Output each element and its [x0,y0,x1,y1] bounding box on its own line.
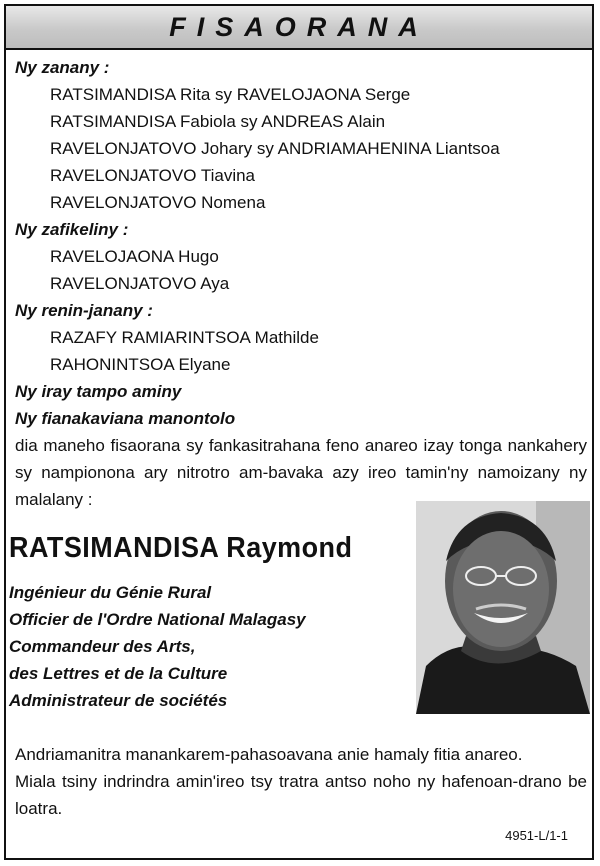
family-member: RAZAFY RAMIARINTSOA Mathilde [50,328,319,347]
family-section [15,54,587,513]
family-member: RATSIMANDISA Rita sy RAVELOJAONA Serge [50,85,411,104]
deceased-name: RATSIMANDISA Raymond [9,532,353,564]
heading-in-laws: Ny renin-janany : [15,301,153,320]
thanks-paragraph: dia maneho fisaorana sy fankasitrahana feno anareo izay tonga nankahery sy nampionona ary nitrotro am-bavaka azy ireo tamin'ny namoizany ny malalany : [15,436,587,509]
deceased-title: Officier de l'Ordre National Malagasy [9,610,306,629]
heading-grandchildren: Ny zafikeliny : [15,220,129,239]
notice-frame [4,4,594,860]
notice-title: FISAORANA [169,12,429,42]
family-member: RAVELONJATOVO Tiavina [50,166,256,185]
reference-number: 4951-L/1-1 [505,828,568,843]
heading-whole-family: Ny fianakaviana manontolo [15,409,236,428]
deceased-title: Ingénieur du Génie Rural [9,583,212,602]
heading-children: Ny zanany : [15,58,110,77]
deceased-titles [9,579,306,714]
heading-siblings: Ny iray tampo aminy [15,382,182,401]
portrait-illustration [416,501,590,714]
family-member: RAVELONJATOVO Johary sy ANDRIAMAHENINA Liantsoa [50,139,500,158]
closing-line-2: Miala tsiny indrindra amin'ireo tsy tratra antso noho ny hafenoan-drano be loatra. [15,772,587,818]
family-member: RAHONINTSOA Elyane [50,355,231,374]
family-member: RAVELONJATOVO Aya [50,274,230,293]
family-member: RAVELOJAONA Hugo [50,247,219,266]
closing-line-1: Andriamanitra manankarem-pahasoavana anie hamaly fitia anareo. [15,745,523,764]
family-member: RATSIMANDISA Fabiola sy ANDREAS Alain [50,112,386,131]
family-member: RAVELONJATOVO Nomena [50,193,266,212]
deceased-title: Commandeur des Arts, [9,637,196,656]
closing-section [15,741,587,822]
title-banner [6,6,592,50]
deceased-title: Administrateur de sociétés [9,691,228,710]
portrait-photo [416,501,590,714]
deceased-title: des Lettres et de la Culture [9,664,228,683]
